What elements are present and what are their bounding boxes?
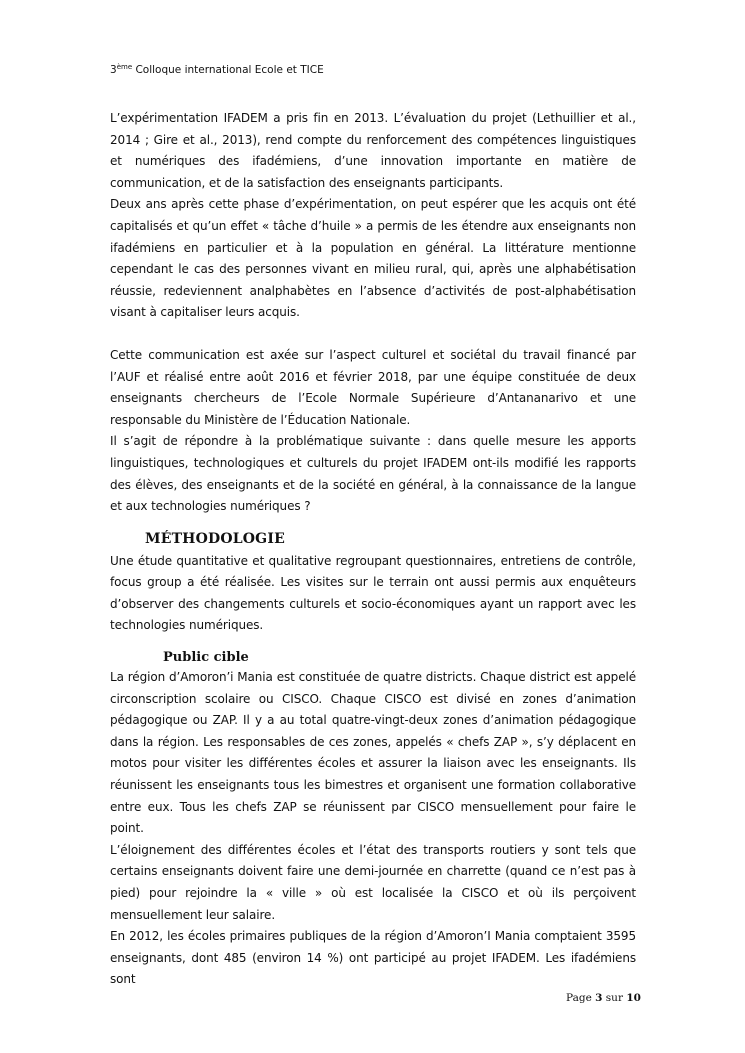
- footer-sur-word: sur: [602, 992, 627, 1004]
- footer-page-word: Page: [566, 992, 596, 1004]
- page-footer: [566, 992, 641, 1004]
- paragraph: En 2012, les écoles primaires publiques de la région d’Amoron’I Mania comptaient 3595 enseignants, dont 485 (environ 14 %) ont participé au projet IFADEM. Les ifadémiens sont: [110, 929, 636, 987]
- paragraph-gap: [110, 324, 636, 345]
- paragraph: La région d’Amoron’i Mania est constituée de quatre districts. Chaque district est appelé circonscription scolaire ou CISCO. Chaque CISCO est divisé en zones d’animation pédagogique ou ZAP. Il y a au total quatre-vingt-deux zones d’animation pédagogique dans la région. Les responsables de ces zones, appelés « chefs ZAP », s’y déplacent en motos pour visiter les différentes écoles et assurer la liaison avec les enseignants. Ils réunissent les enseignants tous les bimestres et organisent une formation collaborative entre eux. Tous les chefs ZAP se réunissent par CISCO mensuellement pour faire le point.: [110, 670, 636, 836]
- subsection-heading-public-cible: Public cible: [163, 650, 249, 666]
- footer-page-current: 3: [595, 992, 603, 1004]
- paragraph: Il s’agit de répondre à la problématique suivante : dans quelle mesure les apports linguistiques, technologiques et culturels du projet IFADEM ont-ils modifié les rapports des élèves, des enseignants et de la société en général, à la connaissance de la langue et aux technologies numériques ?: [110, 434, 636, 514]
- document-body: [110, 108, 636, 991]
- header-ordinal: 3: [110, 64, 117, 76]
- paragraph: L’éloignement des différentes écoles et l’état des transports routiers y sont tels que certains enseignants doivent faire une demi-journée en charrette (quand ce n’est pas à pied) pour rejoindre la « ville » où est localisée la CISCO et où ils perçoivent mensuellement leur salaire.: [110, 842, 636, 922]
- header-title: Colloque international Ecole et TICE: [132, 64, 324, 76]
- paragraph: Cette communication est axée sur l’aspect culturel et sociétal du travail financé par l’AUF et réalisé entre août 2016 et février 2018, par une équipe constituée de deux enseignants chercheurs de l’Ecole Normale Supérieure d’Antananarivo et une responsable du Ministère de l’Éducation Nationale.: [110, 347, 636, 427]
- header-ordinal-suffix: ème: [116, 63, 133, 71]
- section-heading-methodologie: MÉTHODOLOGIE: [145, 530, 285, 547]
- paragraph: L’expérimentation IFADEM a pris fin en 2013. L’évaluation du projet (Lethuillier et al., 2014 ; Gire et al., 2013), rend compte du renforcement des compétences linguistiques et numériques des ifadémiens, d’une innovation importante en matière de communication, et de la satisfaction des enseignants participants.: [110, 111, 636, 190]
- paragraph: Une étude quantitative et qualitative regroupant questionnaires, entretiens de contrôle, focus group a été réalisée. Les visites sur le terrain ont aussi permis aux enquêteurs d’observer des changements culturels et socio-économiques ayant un rapport avec les technologies numériques.: [110, 553, 636, 633]
- running-header: [110, 64, 324, 76]
- paragraph: Deux ans après cette phase d’expérimentation, on peut espérer que les acquis ont été capitalisés et qu’un effet « tâche d’huile » a permis de les étendre aux enseignants non ifadémiens en particulier et à la population en général. La littérature mentionne cependant le cas des personnes vivant en milieu rural, qui, après une alphabétisation réussie, redeviennent analphabètes en l’absence d’activités de post-alphabétisation visant à capitaliser leurs acquis.: [110, 197, 636, 320]
- footer-page-total: 10: [626, 992, 641, 1004]
